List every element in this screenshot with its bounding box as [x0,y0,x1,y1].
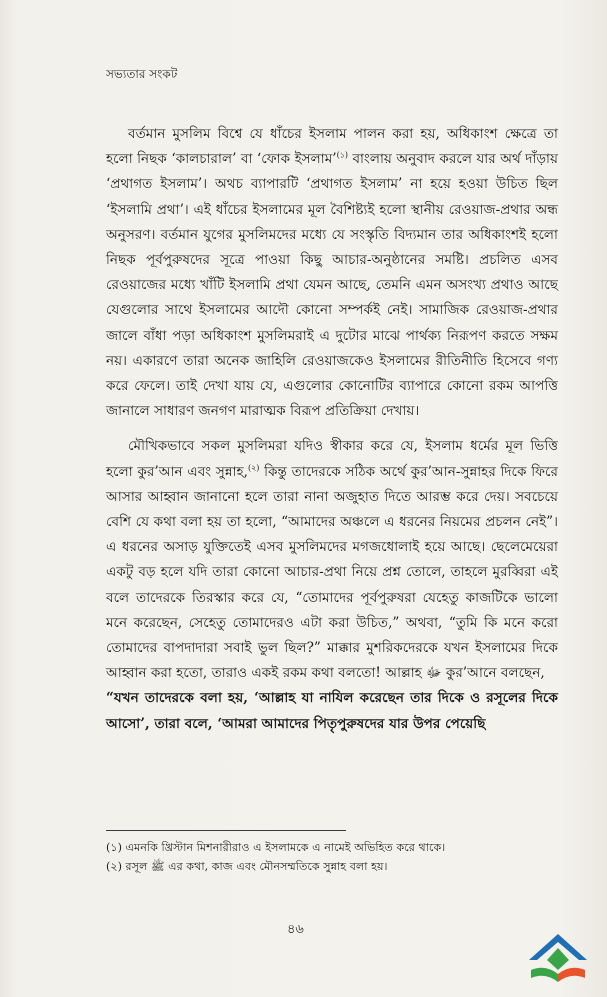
footnote-1: (১) এমনকি খ্রিস্টান মিশনারীরাও এ ইসলামকে এ নামেই অভিহিত করে থাকে। [106,841,446,854]
paragraph-2 [106,434,558,686]
logo-book-left-icon [531,968,558,982]
running-head: সভ্যতার সংকট [106,67,178,81]
logo-book-right-icon [558,968,585,982]
page-number: ৪৬ [287,922,304,937]
footnote-2: (২) রসূল ﷺ এর কথা, কাজ এবং মৌনসম্মতিকে সুন্নাহ বলা হয়। [106,860,388,873]
footnote-ref-2: (২) [247,463,260,473]
quran-quote: “যখন তাদেরকে বলা হয়, ‘আল্লাহ যা নাযিল করেছেন তার দিকে ও রসূলের দিকে আসো’, তারা বলে, ‘আমরা আমাদের পিতৃপুরুষদের যার উপর পেয়েছি [106,690,558,732]
paragraph-1-text: বর্তমান মুসলিম বিশ্বে যে ধাঁচের ইসলাম পালন করা হয়, অধিকাংশ ক্ষেত্রে তা হলো নিছক ‘কালচারাল’ বা ‘ফোক ইসলাম’ [106,126,558,168]
paragraph-1 [106,122,558,424]
body-text [106,122,558,737]
paragraph-2-rest: কিন্তু তাদেরকে সঠিক অর্থে কুর’আন-সুন্নাহর দিকে ফিরে আসার আহ্বান জানানো হলে তারা নানা অজুহাত দিতে আরম্ভ করে দেয়। সবচেয়ে বেশি যে কথা বলা হয় তা হলো, “আমাদের অঞ্চলে এ ধরনের নিয়মের প্রচলন নেই”। এ ধরনের অসাড় যুক্তিতেই এসব মুসলিমদের মগজধোলাই হয়ে আছে। ছেলেমেয়েরা একটু বড় হলে যদি তারা কোনো আচার-প্রথা নিয়ে প্রশ্ন তোলে, তাহলে মুরব্বিরা এই বলে তাদেরকে তিরস্কার করে যে, “তোমাদের পূর্বপুরুষরা যেহেতু কাজটিকে ভালো মনে করেছেন, সেহেতু তোমাদেরও এটা করা উচিত,” অথবা, “তুমি কি মনে করো তোমাদের বাপদাদারা সবাই ভুল ছিল?” মাক্কার মুশরিকদেরকে যখন ইসলামের দিকে আহ্বান করা হতো, তারাও একই রকম কথা বলতো! আল্লাহ ﷻ কুর’আনে বলছেন, [106,463,558,682]
paragraph-1-rest: বাংলায় অনুবাদ করলে যার অর্থ দাঁড়ায় ‘প্রথাগত ইসলাম’। অথচ ব্যাপারটি ‘প্রথাগত ইসলাম’ না হয়ে হওয়া উচিত ছিল ‘ইসলামি প্রথা’। এই ধাঁচের ইসলামের মূল বৈশিষ্ট্যই হলো স্থানীয় রেওয়াজ-প্রথার অন্ধ অনুসরণ। বর্তমান যুগের মুসলিমদের মধ্যে যে সংস্কৃতি বিদ্যমান তার অধিকাংশই হলো নিছক পূর্বপুরুষদের সূত্রে পাওয়া কিছু আচার-অনুষ্ঠানের সমষ্টি। প্রচলিত এসব রেওয়াজের মধ্যে খাঁটি ইসলামি প্রথা যেমন আছে, তেমনি এমন অসংখ্য প্রথাও আছে যেগুলোর সাথে ইসলামের আদৌ কোনো সম্পর্কই নেই। সামাজিক রেওয়াজ-প্রথার জালে বাঁধা পড়া অধিকাংশ মুসলিমরাই এ দুটোর মাঝে পার্থক্য নিরূপণ করতে সক্ষম নয়। একারণে তারা অনেক জাহিলি রেওয়াজকেও ইসলামের রীতিনীতি হিসেবে গণ্য করে ফেলে। তাই দেখা যায় যে, এগুলোর কোনোটির ব্যাপারে কোনো রকম আপত্তি জানালে সাধারণ জনগণ মারাত্মক বিরূপ প্রতিক্রিয়া দেখায়। [106,151,558,420]
paragraph-2-text: মৌখিকভাবে সকল মুসলিমরা যদিও স্বীকার করে যে, ইসলাম ধর্মের মূল ভিত্তি হলো কুর’আন এবং সুন্নাহ, [106,438,558,480]
footnote-ref-1: (১) [336,150,349,160]
footnote-divider [106,830,346,831]
footnotes [106,838,558,876]
logo-diamond-icon [547,948,569,970]
publisher-logo-icon [525,930,591,990]
